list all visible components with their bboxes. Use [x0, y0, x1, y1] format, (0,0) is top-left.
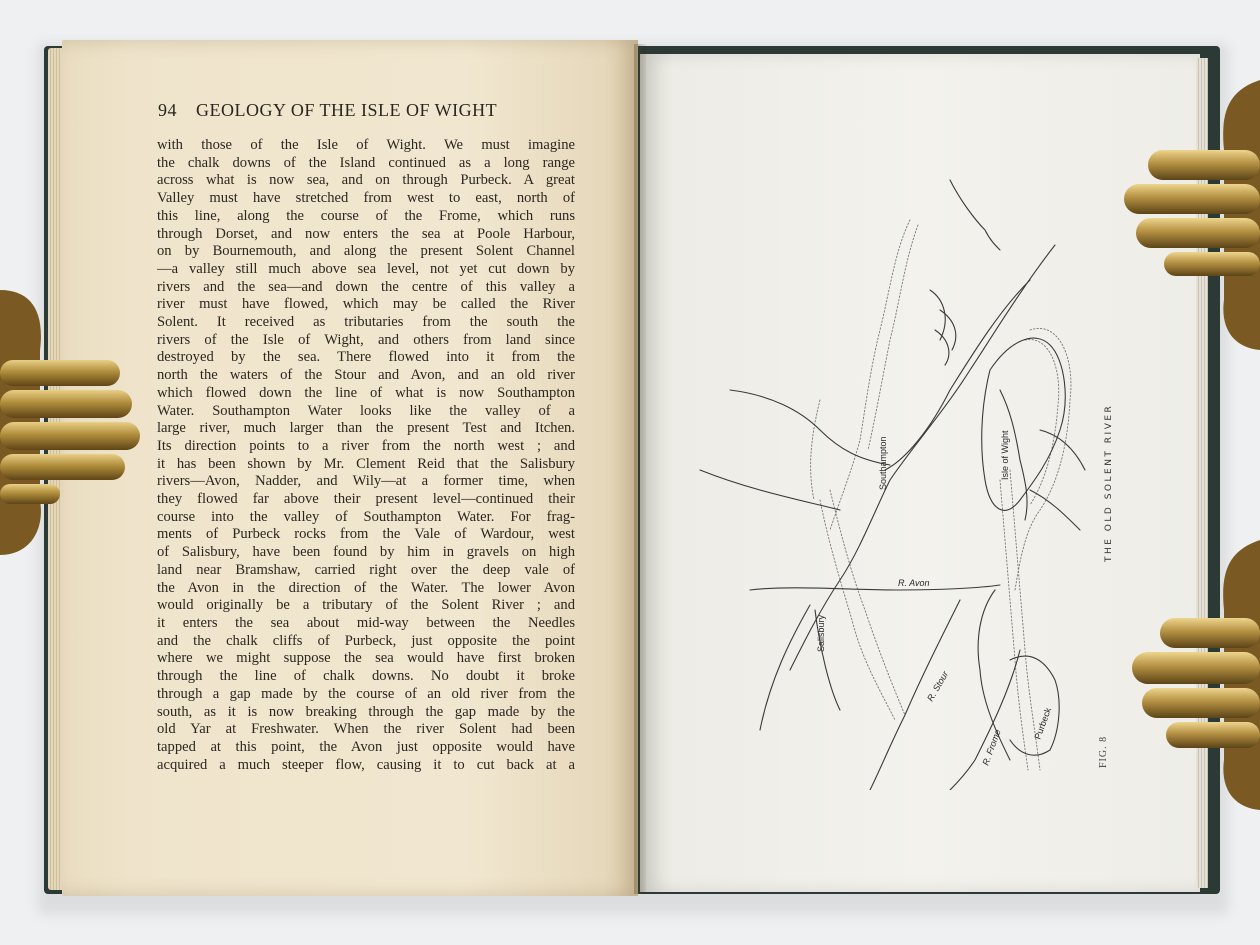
text-line: it enters the sea about mid-way between the Needles: [157, 614, 575, 631]
text-line: would originally be a tributary of the Solent River ; and: [157, 597, 575, 614]
hachure-iow: [1015, 328, 1071, 590]
text-line: across what is now sea, and on through Purbeck. A great: [157, 172, 575, 189]
east-streams: [1030, 430, 1085, 530]
hachure-purbeck: [1010, 470, 1040, 770]
text-line: through a gap made by the course of an old river from the: [157, 685, 575, 702]
text-line: course into the valley of Southampton Water. For frag-: [157, 508, 575, 525]
text-line: where we might suppose the sea would have first broken: [157, 650, 575, 667]
running-header: [158, 100, 578, 121]
text-line: the chalk downs of the Island continued as a long range: [157, 154, 575, 171]
label-isle-of-wight: Isle of Wight: [1000, 430, 1010, 480]
text-line: Solent. It received as tributaries from the south the: [157, 314, 575, 331]
body-text: [157, 137, 575, 774]
text-line: through the line of chalk downs. No doubt it broke: [157, 668, 575, 685]
north-coast: [950, 180, 1000, 250]
text-line: destroyed by the sea. There flowed into it from the: [157, 349, 575, 366]
text-line: acquired a much steeper flow, causing it to cut back at a: [157, 756, 575, 773]
hachure-ridge-west: [830, 490, 905, 715]
brass-holder-right-top: [1120, 80, 1260, 350]
label-salisbury: Salisbury: [816, 614, 826, 652]
iow-coastline: [982, 338, 1065, 510]
solent-river: [790, 245, 1055, 670]
salisbury-rivers-1: [760, 605, 810, 730]
page-number: 94: [158, 100, 177, 120]
label-southampton: Southampton: [878, 436, 888, 490]
brass-holder-left: [0, 290, 150, 560]
text-line: land near Bramshaw, carried right over the deep vale of: [157, 561, 575, 578]
text-line: old Yar at Freshwater. When the river Solent had been: [157, 721, 575, 738]
hachure-ridge-north-2: [868, 225, 918, 450]
text-line: rivers and the sea—and down the centre of this valley a: [157, 278, 575, 295]
river-frome: [950, 650, 1020, 790]
text-line: tapped at this point, the Avon just opposite would have: [157, 738, 575, 755]
hachure-purbeck-2: [1000, 480, 1028, 770]
text-line: with those of the Isle of Wight. We must imagine: [157, 137, 575, 153]
text-line: this line, along the course of the Frome, which runs: [157, 207, 575, 224]
text-line: Water. Southampton Water looks like the valley of a: [157, 402, 575, 419]
label-purbeck: Purbeck: [1032, 706, 1054, 741]
text-line: rivers—Avon, Nadder, and Wily—at a former time, when: [157, 473, 575, 490]
hachure-ridge-north: [830, 220, 910, 530]
text-line: Its direction points to a river from the north west ; and: [157, 437, 575, 454]
text-line: north the waters of the Stour and Avon, and an old river: [157, 367, 575, 384]
estuary-branches: [930, 290, 956, 365]
running-head-title: GEOLOGY OF THE ISLE OF WIGHT: [196, 100, 498, 120]
gutter: [634, 44, 646, 894]
text-line: through Dorset, and now enters the sea at Poole Harbour,: [157, 225, 575, 242]
figure-number: FIG. 8: [1098, 735, 1109, 769]
label-stour: R. Stour: [925, 669, 951, 703]
text-line: large river, much larger than the present Test and Itchen.: [157, 420, 575, 437]
label-frome: R. Frome: [980, 728, 1003, 767]
west-tributary: [700, 470, 840, 510]
old-solent-river-map: [690, 170, 1110, 790]
brass-holder-right-bottom: [1130, 540, 1260, 810]
hachure-down-left: [811, 400, 820, 500]
text-line: rivers of the Isle of Wight, and others from land since: [157, 331, 575, 348]
text-line: of Salisbury, have been found by him in gravels on high: [157, 544, 575, 561]
purbeck-outline: [1010, 656, 1059, 755]
text-line: river must have flowed, which may be called the River: [157, 296, 575, 313]
text-line: Valley must have stretched from west to east, north of: [157, 190, 575, 207]
text-line: and the chalk cliffs of Purbeck, just opposite the point: [157, 632, 575, 649]
text-line: ments of Purbeck rocks from the Vale of Wardour, west: [157, 526, 575, 543]
label-avon: R. Avon: [898, 578, 930, 588]
text-line: —a valley still much above sea level, not yet cut down by: [157, 260, 575, 277]
text-line: they flowed far above their present level—continued their: [157, 491, 575, 508]
text-line: the Avon in the direction of the Water. The lower Avon: [157, 579, 575, 596]
avon-tributary: [750, 585, 1000, 590]
river-stour: [870, 600, 960, 790]
hachure-iow-2: [1025, 340, 1059, 505]
figure-title: THE OLD SOLENT RIVER: [1104, 403, 1114, 563]
text-line: it has been shown by Mr. Clement Reid that the Salisbury: [157, 455, 575, 472]
text-line: south, as it is now breaking through the gap made by the: [157, 703, 575, 720]
text-line: on by Bournemouth, and along the present Solent Channel: [157, 243, 575, 260]
text-line: which flowed down the line of what is now Southampton: [157, 384, 575, 401]
